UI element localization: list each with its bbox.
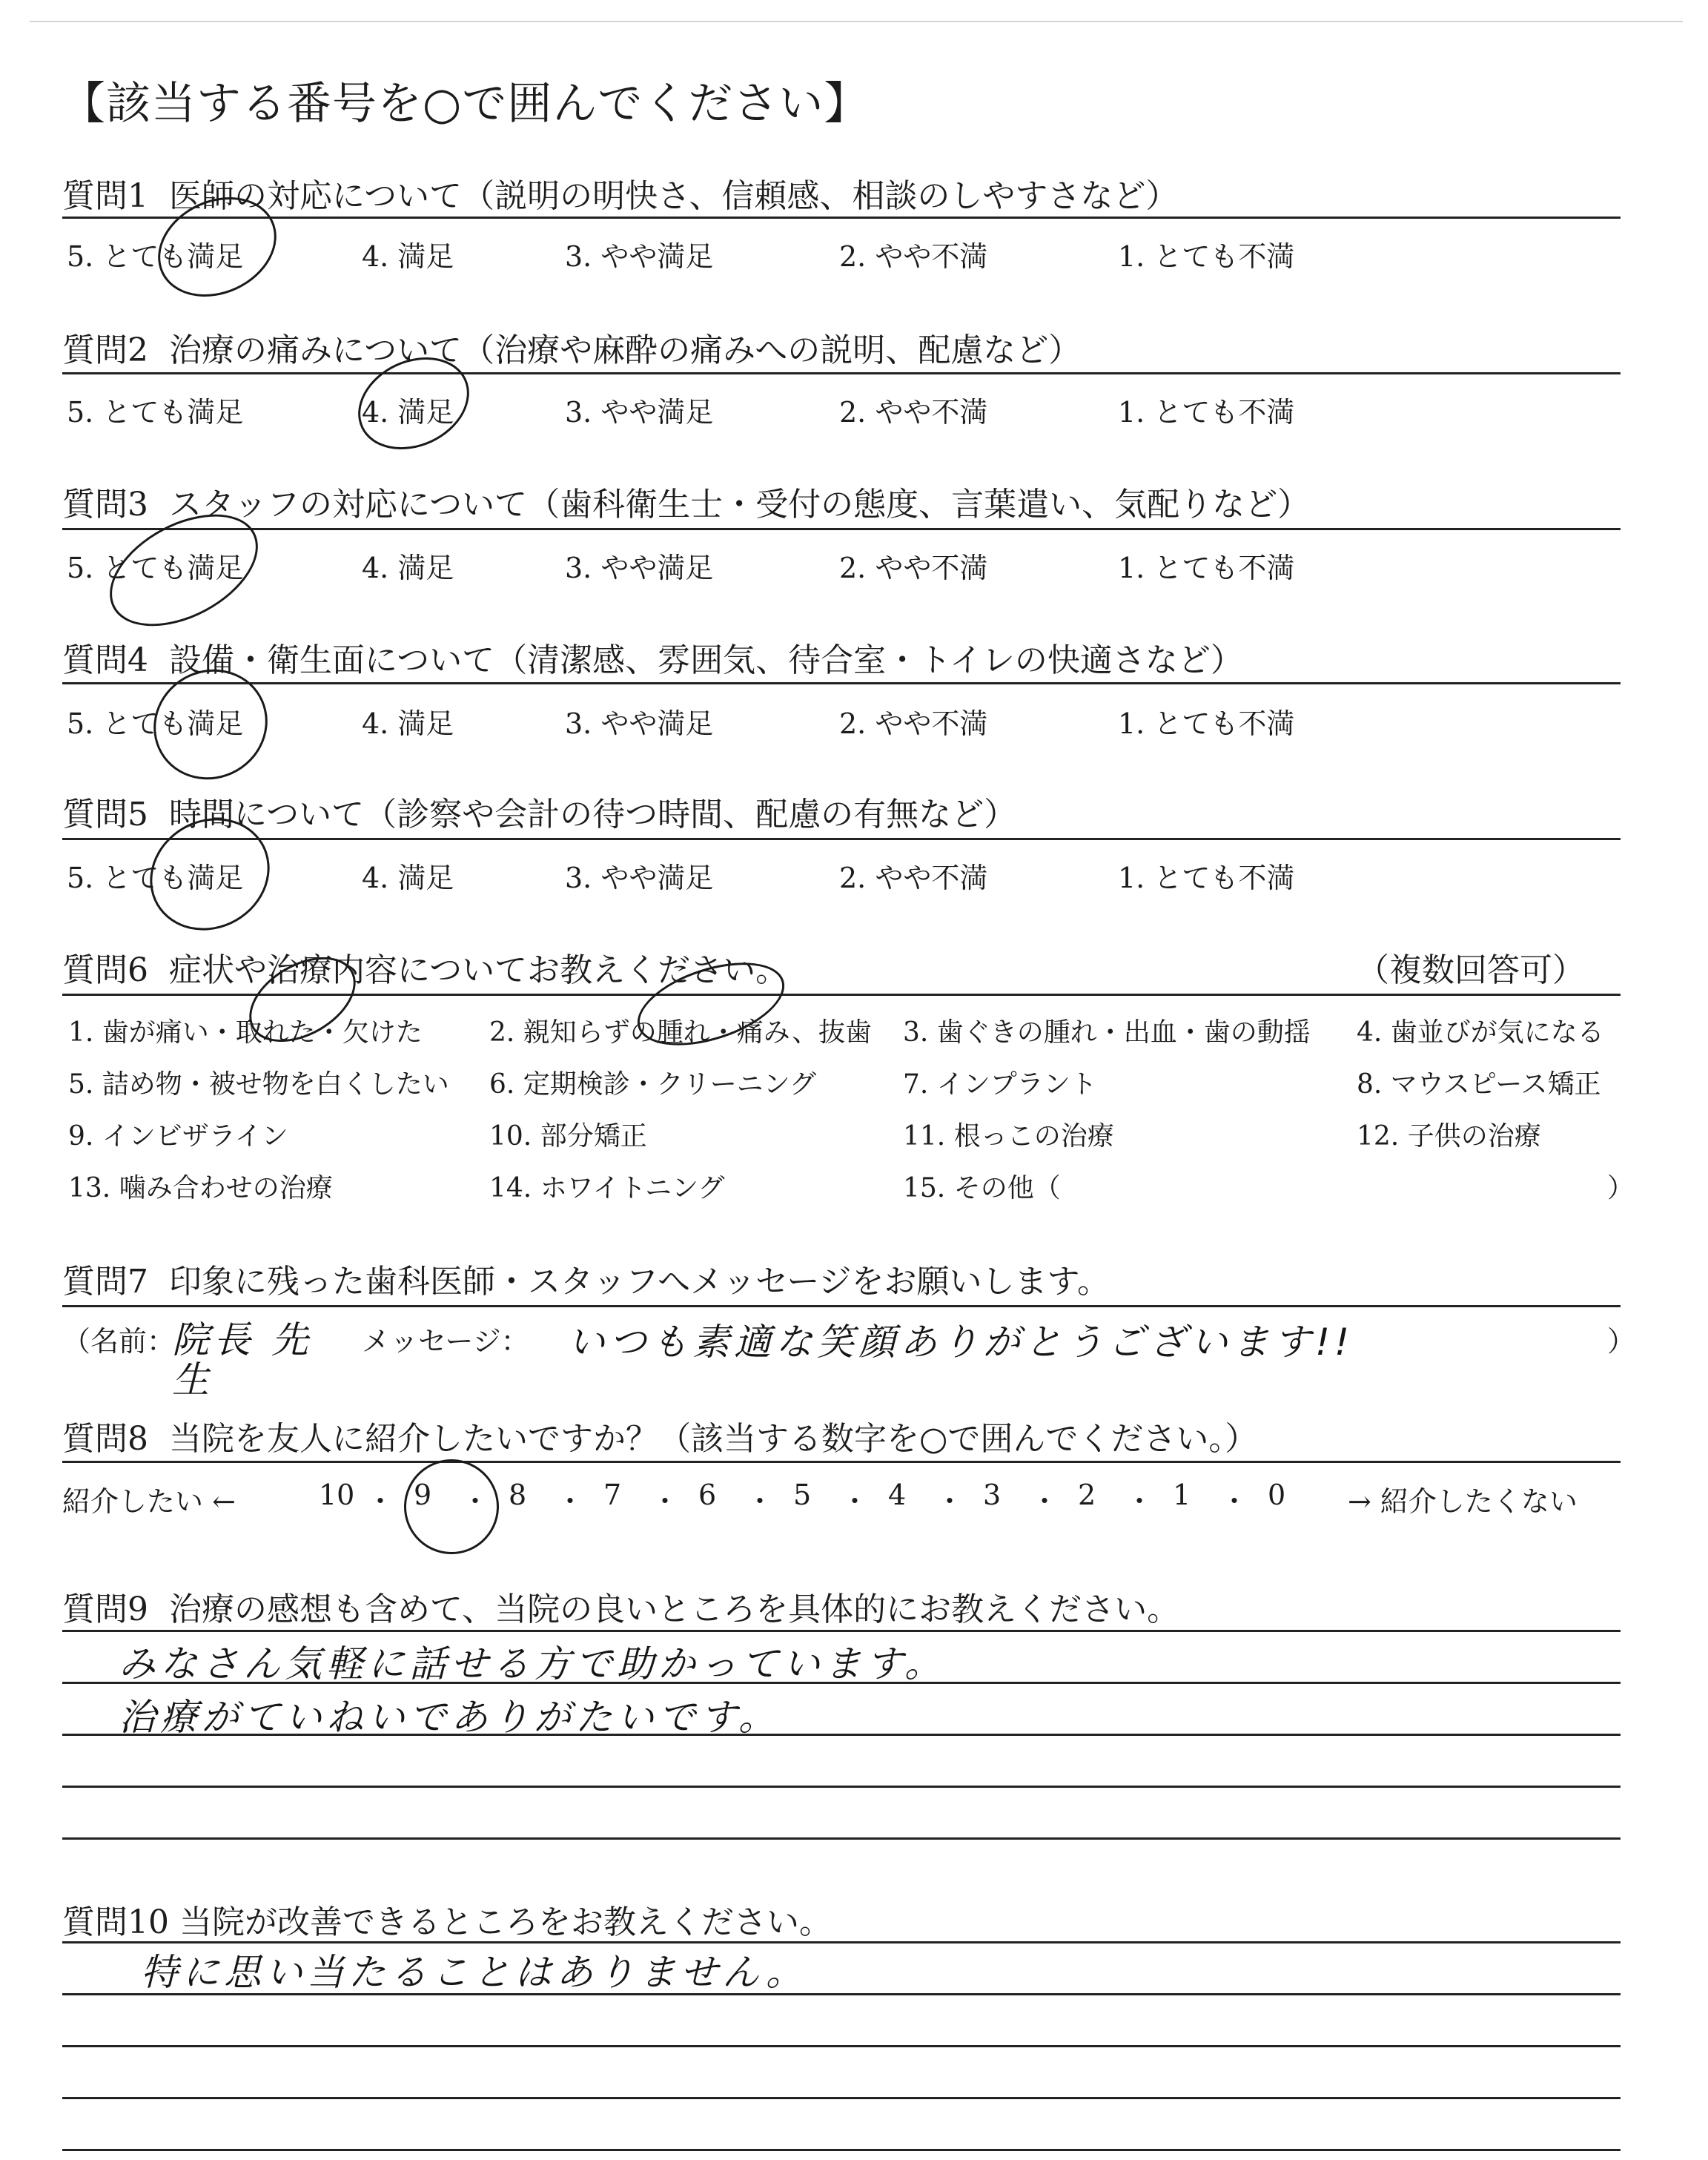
question-label: 質問3 xyxy=(62,486,148,524)
recommend-right-label: → 紹介したくない xyxy=(1348,1485,1578,1518)
rating-option-5[interactable]: 5. とても満足 xyxy=(67,240,244,273)
rating-option-3[interactable]: 3. やや満足 xyxy=(565,707,714,740)
question-underline xyxy=(62,217,1621,219)
message-handwritten: いつも素適な笑顔ありがとうございます!! xyxy=(568,1321,1354,1364)
scale-value-4[interactable]: 4 xyxy=(888,1479,907,1511)
scale-separator: ・ xyxy=(936,1485,964,1518)
question-heading xyxy=(62,478,1310,525)
symptom-option-13[interactable]: 13. 噛み合わせの治療 xyxy=(68,1173,333,1203)
rating-option-4[interactable]: 4. 満足 xyxy=(362,552,454,584)
scale-separator: ・ xyxy=(556,1485,585,1518)
rating-option-1[interactable]: 1. とても不満 xyxy=(1118,862,1295,894)
scale-value-6[interactable]: 6 xyxy=(698,1479,717,1511)
symptom-option-1[interactable]: 1. 歯が痛い・取れた・欠けた xyxy=(68,1017,423,1048)
question-heading xyxy=(62,1255,1110,1302)
answer-line xyxy=(62,1630,1621,1632)
question-text: 当院が改善できるところをお教えください。 xyxy=(179,1903,832,1941)
answer-handwritten-line-2: 治療がていねいでありがたいです。 xyxy=(119,1696,780,1739)
question-heading xyxy=(62,323,1081,371)
rating-option-4[interactable]: 4. 満足 xyxy=(362,396,454,429)
question-label: 質問6 xyxy=(62,951,148,989)
question-label: 質問1 xyxy=(62,177,148,215)
question-heading xyxy=(62,633,1243,681)
rating-option-3[interactable]: 3. やや満足 xyxy=(565,552,714,584)
question-underline xyxy=(62,682,1621,684)
answer-line xyxy=(62,2045,1621,2047)
answer-handwritten-line-1: みなさん気軽に話せる方で助かっています。 xyxy=(119,1642,946,1685)
form-title: 【該当する番号を○で囲んでください】 xyxy=(61,78,870,130)
rating-option-4[interactable]: 4. 満足 xyxy=(362,862,454,894)
scale-separator: ・ xyxy=(366,1485,395,1518)
question-heading xyxy=(62,1412,1257,1459)
scale-separator: ・ xyxy=(651,1485,680,1518)
rating-option-4[interactable]: 4. 満足 xyxy=(362,707,454,740)
question-text: スタッフの対応について（歯科衛生士・受付の態度、言葉遣い、気配りなど） xyxy=(168,486,1311,524)
symptom-option-10[interactable]: 10. 部分矯正 xyxy=(489,1121,647,1152)
rating-option-2[interactable]: 2. やや不満 xyxy=(839,862,988,894)
scale-value-1[interactable]: 1 xyxy=(1173,1479,1191,1511)
question-text: 当院を友人に紹介したいですか？（該当する数字を○で囲んでください。） xyxy=(168,1420,1258,1458)
scale-value-10[interactable]: 10 xyxy=(319,1479,355,1511)
rating-option-2[interactable]: 2. やや不満 xyxy=(839,552,988,584)
symptom-option-11[interactable]: 11. 根っこの治療 xyxy=(903,1121,1114,1152)
scale-value-8[interactable]: 8 xyxy=(509,1479,527,1511)
question-text: 治療の痛みについて（治療や麻酔の痛みへの説明、配慮など） xyxy=(168,331,1082,369)
question-label: 質問9 xyxy=(62,1591,148,1628)
question-text: 印象に残った歯科医師・スタッフへメッセージをお願いします。 xyxy=(168,1263,1110,1301)
message-close-paren: ） xyxy=(1607,1325,1636,1358)
question-text: 設備・衛生面について（清潔感、雰囲気、待合室・トイレの快適さなど） xyxy=(168,641,1243,679)
question-text: 医師の対応について（説明の明快さ、信頼感、相談のしやすさなど） xyxy=(168,177,1179,215)
rating-option-5[interactable]: 5. とても満足 xyxy=(67,396,244,429)
name-label: （名前： xyxy=(62,1325,176,1358)
page-top-border xyxy=(30,21,1683,22)
answer-line xyxy=(62,2097,1621,2099)
symptom-option-15[interactable]: 15. その他（ xyxy=(903,1173,1061,1203)
rating-option-5[interactable]: 5. とても満足 xyxy=(67,707,244,740)
question-text: 症状や治療内容についてお教えください。 xyxy=(168,951,789,989)
scale-value-2[interactable]: 2 xyxy=(1078,1479,1096,1511)
question-underline xyxy=(62,528,1621,530)
question-label: 質問10 xyxy=(62,1903,169,1941)
rating-option-3[interactable]: 3. やや満足 xyxy=(565,862,714,894)
symptom-option-3[interactable]: 3. 歯ぐきの腫れ・出血・歯の動揺 xyxy=(903,1017,1311,1048)
question-label: 質問4 xyxy=(62,641,148,679)
scale-value-5[interactable]: 5 xyxy=(793,1479,812,1511)
rating-option-4[interactable]: 4. 満足 xyxy=(362,240,454,273)
rating-option-1[interactable]: 1. とても不満 xyxy=(1118,707,1295,740)
rating-option-2[interactable]: 2. やや不満 xyxy=(839,396,988,429)
answer-line xyxy=(62,1786,1621,1788)
name-handwritten: 院長 先生 xyxy=(172,1318,313,1401)
scale-separator: ・ xyxy=(1125,1485,1154,1518)
scale-separator: ・ xyxy=(1030,1485,1059,1518)
symptom-option-8[interactable]: 8. マウスピース矯正 xyxy=(1357,1069,1601,1100)
scale-separator: ・ xyxy=(841,1485,870,1518)
question-label: 質問2 xyxy=(62,331,148,369)
scale-value-7[interactable]: 7 xyxy=(603,1479,622,1511)
scale-value-9[interactable]: 9 xyxy=(414,1479,432,1511)
rating-option-2[interactable]: 2. やや不満 xyxy=(839,707,988,740)
scale-separator: ・ xyxy=(461,1485,490,1518)
symptom-option-12[interactable]: 12. 子供の治療 xyxy=(1357,1121,1541,1152)
rating-option-1[interactable]: 1. とても不満 xyxy=(1118,240,1295,273)
question-label: 質問8 xyxy=(62,1420,148,1458)
question-heading xyxy=(62,1582,1179,1630)
rating-option-3[interactable]: 3. やや満足 xyxy=(565,396,714,429)
question-text: 治療の感想も含めて、当院の良いところを具体的にお教えください。 xyxy=(168,1591,1180,1628)
symptom-option-9[interactable]: 9. インビザライン xyxy=(68,1121,288,1152)
multiple-answer-note: （複数回答可） xyxy=(1357,951,1585,989)
question-underline xyxy=(62,1461,1621,1463)
rating-option-3[interactable]: 3. やや満足 xyxy=(565,240,714,273)
recommend-left-label: 紹介したい ← xyxy=(62,1485,236,1518)
scale-value-0[interactable]: 0 xyxy=(1268,1479,1286,1511)
other-close-paren: ） xyxy=(1607,1173,1635,1203)
rating-option-1[interactable]: 1. とても不満 xyxy=(1118,552,1295,584)
scale-separator: ・ xyxy=(746,1485,775,1518)
symptom-option-7[interactable]: 7. インプラント xyxy=(903,1069,1097,1100)
question-underline xyxy=(62,838,1621,840)
scale-separator: ・ xyxy=(1220,1485,1249,1518)
question-underline xyxy=(62,1305,1621,1307)
symptom-option-5[interactable]: 5. 詰め物・被せ物を白くしたい xyxy=(68,1069,449,1100)
rating-option-5[interactable]: 5. とても満足 xyxy=(67,862,244,894)
rating-option-5[interactable]: 5. とても満足 xyxy=(67,552,244,584)
rating-option-1[interactable]: 1. とても不満 xyxy=(1118,396,1295,429)
question-heading xyxy=(62,1895,832,1943)
scale-value-3[interactable]: 3 xyxy=(983,1479,1002,1511)
question-text: 時間について（診察や会計の待つ時間、配慮の有無など） xyxy=(168,796,1017,833)
question-label: 質問5 xyxy=(62,796,148,833)
question-underline xyxy=(62,372,1621,374)
symptom-option-6[interactable]: 6. 定期検診・クリーニング xyxy=(489,1069,817,1100)
rating-option-2[interactable]: 2. やや不満 xyxy=(839,240,988,273)
answer-line xyxy=(62,2149,1621,2151)
selection-circle xyxy=(391,1446,512,1568)
question-label: 質問7 xyxy=(62,1263,148,1301)
symptom-option-2[interactable]: 2. 親知らずの腫れ・痛み、抜歯 xyxy=(489,1017,872,1048)
answer-handwritten-line-1: 特に思い当たることはありません。 xyxy=(141,1951,807,1994)
message-label: メッセージ： xyxy=(362,1325,529,1358)
answer-line xyxy=(62,1837,1621,1840)
symptom-option-4[interactable]: 4. 歯並びが気になる xyxy=(1357,1017,1604,1048)
symptom-option-14[interactable]: 14. ホワイトニング xyxy=(489,1173,725,1203)
